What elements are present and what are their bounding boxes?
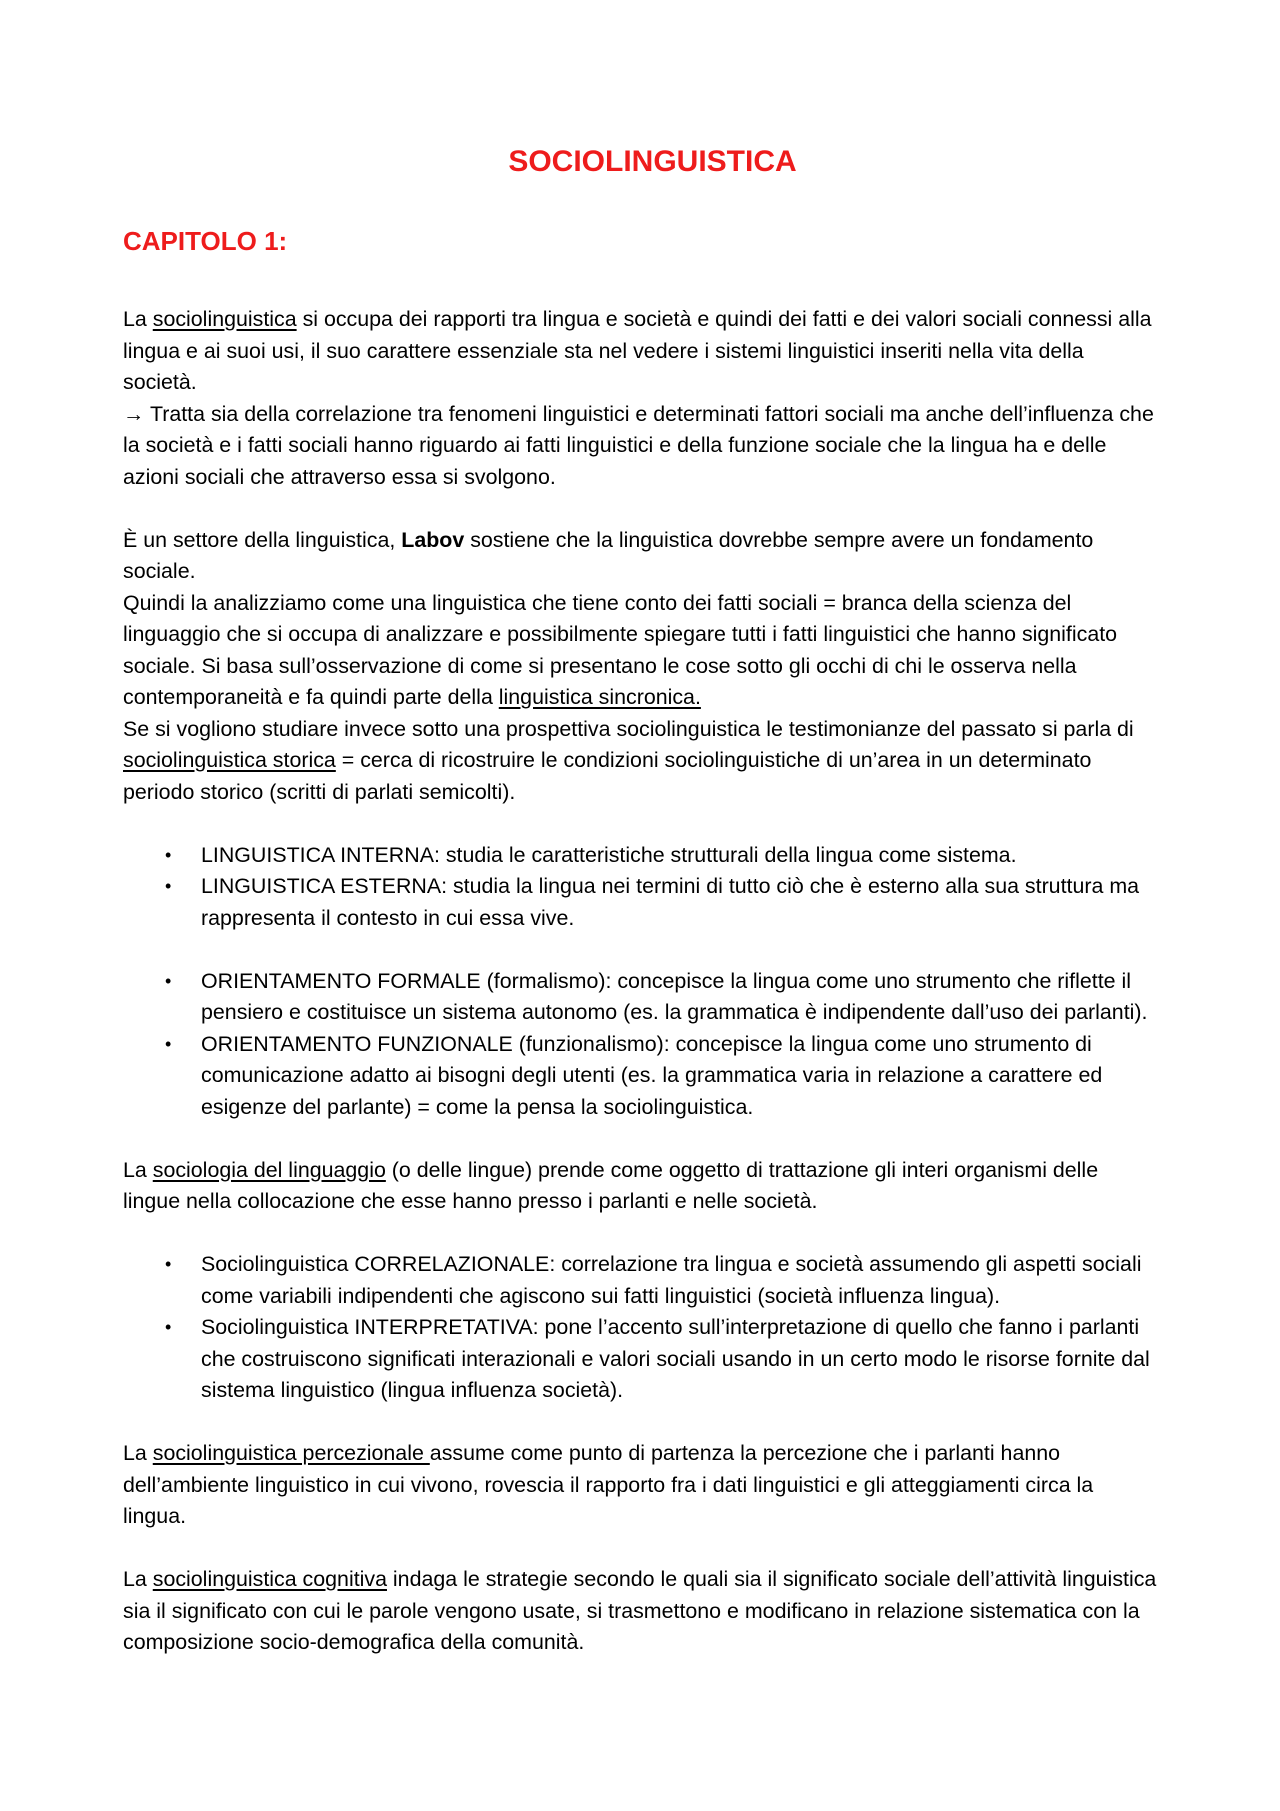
- paragraph-historical: [123, 714, 1160, 809]
- list-item-text: Sociolinguistica INTERPRETATIVA: pone l’accento sull’interpretazione di quello che fanno i parlanti che costruiscono significati interazionali e valori sociali usando in un certo modo le risorse fornite dal sistema linguistico (lingua influenza società).: [201, 1315, 1150, 1402]
- list-item: [165, 1249, 1160, 1312]
- list-item-text: ORIENTAMENTO FORMALE (formalismo): concepisce la lingua come uno strumento che riflette il pensiero e costituisce un sistema autonomo (es. la grammatica è indipendente dall’uso dei parlanti).: [201, 968, 1148, 1024]
- spacer: [123, 1407, 1160, 1439]
- bullet-icon: •: [165, 1033, 172, 1054]
- text-run: si occupa dei rapporti tra lingua e società e quindi dei fatti e dei valori sociali connessi alla lingua e ai suoi usi, il suo carattere essenziale sta nel vedere i sistemi linguistici inseriti nella vita della società.: [123, 307, 1152, 394]
- text-run: indaga le strategie secondo le quali sia il significato sociale dell’attività linguistica sia il significato con cui le parole vengono usate, si trasmettono e modificano in relazione sistematica con la composizione socio-demografica della comunità.: [123, 1567, 1157, 1654]
- bold-term: Labov: [401, 527, 465, 552]
- spacer: [123, 1533, 1160, 1565]
- text-run: sostiene che la linguistica dovrebbe sempre avere un fondamento sociale.: [123, 527, 1094, 583]
- bullet-list-orientamento: [123, 966, 1160, 1124]
- text-run: Quindi la analizziamo come una linguistica che tiene conto dei fatti sociali = branca della scienza del linguaggio che si occupa di analizzare e possibilmente spiegare tutti i fatti linguistici che hanno significato sociale. Si basa sull’osservazione di come si presentano le cose sotto gli occhi di chi le osserva nella contemporaneità e fa quindi parte della: [123, 590, 1118, 709]
- list-item-text: LINGUISTICA INTERNA: studia le caratteristiche strutturali della lingua come sistema.: [201, 842, 1017, 867]
- text-run: Se si vogliono studiare invece sotto una prospettiva sociolinguistica le testimonianze del passato si parla di: [123, 716, 1134, 741]
- list-item-text: LINGUISTICA ESTERNA: studia la lingua nei termini di tutto ciò che è esterno alla sua struttura ma rappresenta il contesto in cui essa vive.: [201, 874, 1140, 930]
- bullet-icon: •: [165, 876, 172, 896]
- list-item: [165, 1312, 1160, 1407]
- spacer: [123, 1218, 1160, 1250]
- spacer: [123, 808, 1160, 840]
- bullet-icon: •: [165, 970, 172, 991]
- text-run: assume come punto di partenza la percezione che i parlanti hanno dell’ambiente linguistico in cui vivono, rovescia il rapporto fra i dati linguistici e gli atteggiamenti circa la lingua.: [123, 1441, 1094, 1528]
- underlined-term: sociolinguistica cognitiva: [152, 1567, 387, 1591]
- bullet-list-internal-external: [123, 840, 1160, 935]
- list-item-text: ORIENTAMENTO FUNZIONALE (funzionalismo): concepisce la lingua come uno strumento di comunicazione adatto ai bisogni degli utenti (es. la grammatica varia in relazione a carattere ed esigenze del parlante) = come la pensa la sociolinguistica.: [201, 1031, 1103, 1119]
- paragraph-analysis: [123, 588, 1160, 714]
- text-run: La: [123, 307, 153, 331]
- text-run: (o delle lingue) prende come oggetto di trattazione gli interi organismi delle lingue nella collocazione che esse hanno presso i parlanti e nelle società.: [123, 1157, 1099, 1213]
- bullet-icon: •: [165, 844, 172, 865]
- spacer: [123, 493, 1160, 525]
- text-run: Tratta sia della correlazione tra fenomeni linguistici e determinati fattori sociali ma anche dell’influenza che la società e i fatti sociali hanno riguardo ai fatti linguistici e della funzione sociale che la lingua ha e delle azioni sociali che attraverso essa si svolgono.: [123, 401, 1154, 489]
- underlined-term: sociolinguistica storica: [123, 748, 336, 772]
- paragraph-cognitiva: [123, 1564, 1160, 1659]
- spacer: [123, 1123, 1160, 1155]
- text-run: La: [123, 1157, 153, 1182]
- spacer: [123, 934, 1160, 966]
- list-item: [165, 966, 1160, 1029]
- text-run: = cerca di ricostruire le condizioni sociolinguistiche di un’area in un determinato periodo storico (scritti di parlati semicolti).: [123, 748, 1092, 804]
- bullet-list-correlazionale: [123, 1249, 1160, 1407]
- list-item: [165, 1029, 1160, 1124]
- text-run: La: [123, 1441, 153, 1465]
- paragraph-labov: [123, 525, 1160, 588]
- bullet-icon: •: [165, 1254, 172, 1274]
- document-title: SOCIOLINGUISTICA: [508, 145, 797, 178]
- paragraph-correlation: [123, 399, 1160, 494]
- arrow-icon: →: [123, 401, 145, 426]
- bullet-icon: •: [165, 1317, 172, 1337]
- list-item: [165, 871, 1160, 934]
- list-item-text: Sociolinguistica CORRELAZIONALE: correlazione tra lingua e società assumendo gli aspetti sociali come variabili indipendenti che agiscono sui fatti linguistici (società influenza lingua).: [201, 1252, 1142, 1308]
- text-run: La: [123, 1567, 153, 1591]
- paragraph-sociolinguistica-definition: [123, 304, 1160, 399]
- underlined-term: linguistica sincronica.: [498, 685, 701, 709]
- underlined-term: sociolinguistica percezionale: [152, 1441, 430, 1465]
- list-item: [165, 840, 1160, 872]
- chapter-heading: CAPITOLO 1:: [123, 226, 288, 256]
- paragraph-sociologia: [123, 1155, 1160, 1218]
- text-run: È un settore della linguistica,: [123, 527, 402, 552]
- underlined-term: sociolinguistica: [152, 307, 297, 331]
- paragraph-percezionale: [123, 1438, 1160, 1533]
- underlined-term: sociologia del linguaggio: [152, 1157, 386, 1182]
